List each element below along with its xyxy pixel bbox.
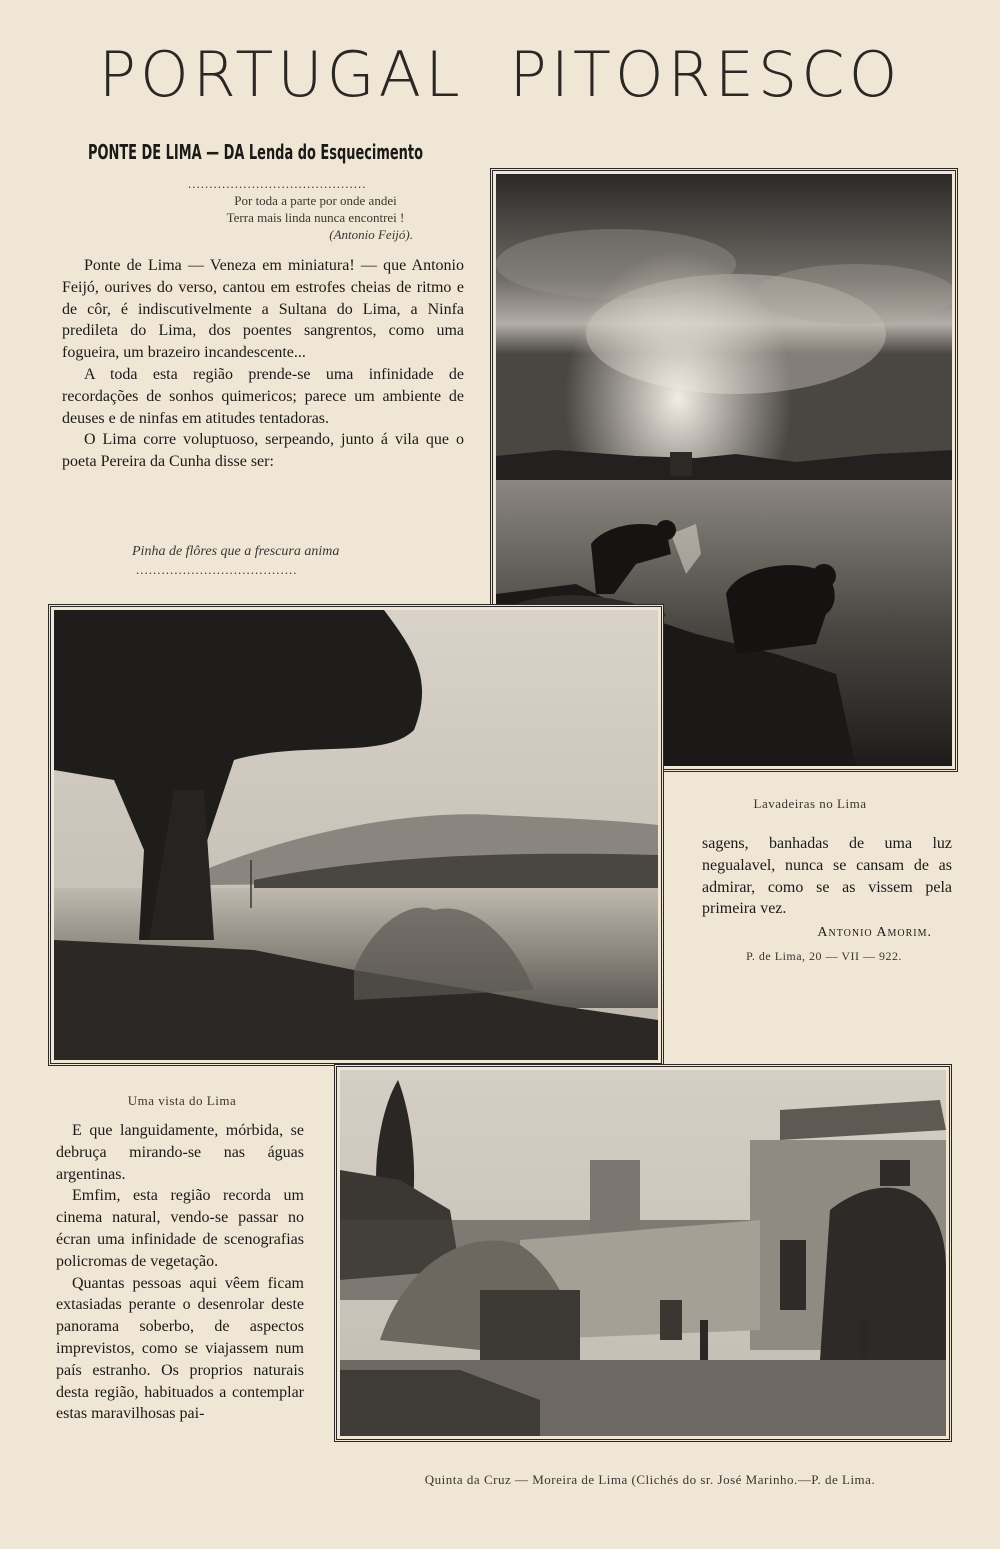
photo-vista-image bbox=[54, 610, 658, 1060]
paragraph: O Lima corre voluptuoso, serpeando, junto á vila que o poeta Pereira da Cunha disse ser: bbox=[62, 431, 464, 471]
paragraph: Ponte de Lima — Veneza em miniatura! — que Antonio Feijó, ourives do verso, cantou em estrofes cheias de ritmo e de côr, é indiscutivelmente a Sultana do Lima, a Ninfa predileta do Lima, dos poentes sangrentos, como uma fogueira, um brazeiro incandescente... bbox=[62, 257, 464, 362]
paragraph: sagens, banhadas de uma luz negualavel, nunca se cansam de as admirar, como se as vissem pela primeira vez. bbox=[702, 835, 952, 918]
author-signature: Antonio Amorim. bbox=[817, 925, 932, 940]
verse-quote: Pinha de flôres que a frescura anima bbox=[132, 544, 340, 559]
verse-dots: ...................................... bbox=[136, 562, 298, 577]
epigraph-line-1: Por toda a parte por onde andei bbox=[234, 193, 397, 208]
epigraph-line-2: Terra mais linda nunca encontrei ! bbox=[226, 210, 405, 225]
article-body-bottom bbox=[56, 1120, 304, 1425]
paragraph: Quantas pessoas aqui vêem ficam extasiadas perante o desenrolar deste panorama soberbo, de aspectos imprevistos, como se viajassem num país estranho. Os proprios naturais desta região, habituados a contemplar estas maravilhosas pai- bbox=[56, 1274, 304, 1423]
dateline: P. de Lima, 20 — VII — 922. bbox=[746, 949, 902, 963]
caption-vista: Uma vista do Lima bbox=[127, 1093, 237, 1108]
epigraph-author: (Antonio Feijó). bbox=[329, 227, 413, 242]
photo-quinta-image bbox=[340, 1070, 946, 1436]
page-title: PORTUGAL PITORESCO bbox=[98, 38, 902, 111]
article-body-top bbox=[62, 255, 464, 473]
caption-quinta: Quinta da Cruz — Moreira de Lima (Clichés do sr. José Marinho.—P. de Lima. bbox=[424, 1472, 876, 1487]
epigraph bbox=[188, 176, 443, 243]
paragraph: Emfim, esta região recorda um cinema natural, vendo-se passar no écran uma infinidade de scenografias policromas de vegetação. bbox=[56, 1187, 304, 1270]
article-heading: PONTE DE LIMA — DA Lenda do Esquecimento bbox=[88, 140, 423, 164]
photo-vista-do-lima bbox=[48, 604, 664, 1066]
paragraph: E que languidamente, mórbida, se debruça mirando-se nas águas argentinas. bbox=[56, 1122, 304, 1183]
paragraph: A toda esta região prende-se uma infinidade de recordações de sonhos quimericos; parece um ambiente de deuses e de ninfas em atitudes tentadoras. bbox=[62, 365, 464, 427]
photo-quinta-da-cruz bbox=[334, 1064, 952, 1442]
right-paragraph bbox=[702, 833, 952, 920]
epigraph-dots: .......................................... bbox=[188, 176, 367, 191]
caption-lavadeiras: Lavadeiras no Lima bbox=[753, 796, 867, 811]
